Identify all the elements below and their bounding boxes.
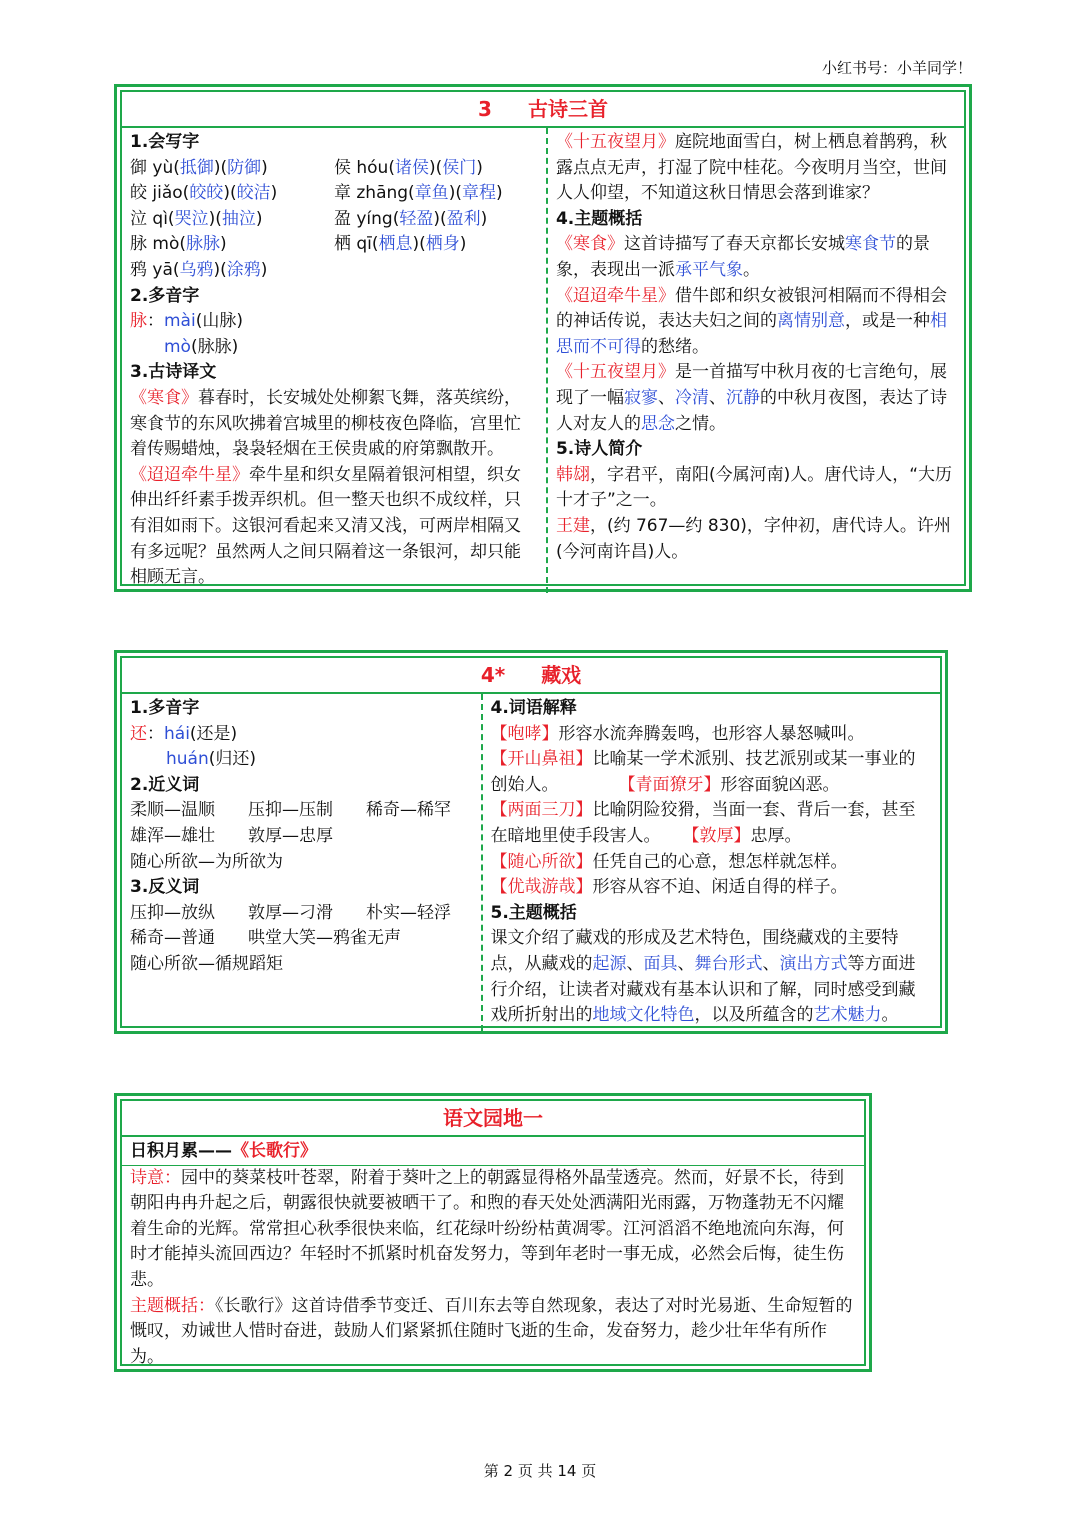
section-heading: 3.反义词 — [130, 877, 200, 898]
char-entry: 盈 yíng(轻盈)(盈利) — [333, 208, 488, 229]
section-heading: 3.古诗译文 — [130, 362, 217, 383]
header-account-tag: 小红书号：小羊同学！ — [821, 59, 972, 77]
garden-title: 语文园地一 — [122, 1101, 864, 1137]
poet-bio: 韩翃，字君平，南阳(今属河南)人。唐代诗人，“大历十才子”之一。 — [555, 464, 953, 511]
lesson-title-text: 古诗三首 — [527, 97, 608, 121]
lesson-number: 4* — [480, 663, 506, 687]
antonym-row: 压抑—放纵 敦厚—刁滑 朴实—轻浮 — [130, 902, 451, 923]
char-entry: 脉 mò(脉脉) — [130, 234, 227, 255]
theme-paragraph: 《迢迢牵牛星》借牛郎和织女被银河相隔而不得相会的神话传说，表达夫妇之间的离情别意，或是一种相思而不可得的愁绪。 — [555, 285, 947, 357]
poem-meaning: 诗意：园中的葵菜枝叶苍翠，附着于葵叶之上的朝露显得格外晶莹透亮。然而，好景不长，待到朝阳冉冉升起之后，朝露很快就要被晒干了。和煦的春天处处洒满阳光雨露，万物蓬勃无不闪耀着生命的光辉。常常担心秋季很快来临，红花绿叶纷纷枯黄凋零。江河滔滔不绝地流向东海，何时才能掉头流回西边？年轻时不抓紧时机奋发努力，等到年老时一事无成，必然会后悔，徒生伤悲。 — [130, 1167, 844, 1290]
definition: 【开山鼻祖】比喻某一学术派别、技艺派别或某一事业的创始人。 【青面獠牙】形容面貌凶恶。 — [490, 749, 916, 795]
lesson-4-right-column — [483, 694, 941, 1031]
translation-paragraph: 《寒食》暮春时，长安城处处柳絮飞舞，落英缤纷，寒食节的东风吹拂着宫城里的柳枝夜色降临，宫里忙着传赐蜡烛，袅袅轻烟在王侯贵戚的府第飘散开。 — [130, 387, 521, 460]
char-entry: 鸦 yā(乌鸦)(涂鸦) — [130, 259, 268, 280]
polyphone-line: 还：hái(还是) — [130, 723, 238, 744]
lesson-4-title — [122, 658, 940, 694]
char-row — [130, 156, 538, 182]
lesson-4-card — [114, 650, 948, 1034]
synonym-row: 柔顺—温顺 压抑—压制 稀奇—稀罕 — [130, 800, 451, 821]
definition: 【咆哮】形容水流奔腾轰鸣，也形容人暴怒喊叫。 — [490, 723, 865, 744]
polyphone-line: huán(归还) — [166, 749, 257, 770]
lesson-number: 3 — [478, 97, 492, 121]
theme-paragraph: 《寒食》这首诗描写了春天京都长安城寒食节的景象，表现出一派承平气象。 — [555, 234, 930, 280]
page-number: 第 2 页 共 14 页 — [483, 1462, 597, 1480]
polyphone-line: 脉：mài(山脉) — [130, 311, 243, 332]
section-heading: 5.主题概括 — [490, 902, 577, 923]
lesson-3-title — [122, 92, 964, 128]
antonym-row: 随心所欲—循规蹈矩 — [130, 953, 283, 974]
section-heading: 2.多音字 — [130, 285, 200, 306]
char-entry: 泣 qì(哭泣)(抽泣) — [130, 208, 263, 229]
theme-paragraph: 《十五夜望月》是一首描写中秋月夜的七言绝句，展现了一幅寂寥、冷清、沉静的中秋月夜图，表达了诗人对友人的思念之情。 — [555, 362, 947, 434]
poet-bio: 王建，(约 767—约 830)，字仲初，唐代诗人。许州(今河南许昌)人。 — [555, 515, 951, 562]
section-heading: 4.主题概括 — [555, 208, 643, 229]
char-row — [130, 207, 538, 233]
theme-paragraph: 课文介绍了藏戏的形成及艺术特色，围绕藏戏的主要特点，从藏戏的起源、面具、舞台形式、演出方式等方面进行介绍，让读者对藏戏有基本认识和了解，同时感受到藏戏所折射出的地域文化特色，以及所蕴含的艺术魅力。 — [490, 928, 916, 1026]
lesson-title-text: 藏戏 — [541, 663, 582, 687]
char-row — [130, 232, 538, 258]
lesson-3-left-column — [122, 128, 548, 593]
char-entry: 栖 qī(栖息)(栖身) — [333, 234, 467, 255]
section-heading: 1.多音字 — [130, 698, 200, 718]
lesson-3-card — [114, 84, 972, 592]
synonym-row: 雄浑—雄壮 敦厚—忠厚 — [130, 825, 333, 846]
lesson-3-right-column — [548, 128, 964, 593]
char-entry: 御 yù(抵御)(防御) — [130, 157, 268, 178]
section-heading: 5.诗人简介 — [555, 439, 643, 460]
definition: 【随心所欲】任凭自己的心意，想怎样就怎样。 — [490, 851, 848, 872]
garden-subheading: 日积月累——《长歌行》 — [122, 1139, 864, 1166]
translation-paragraph: 《迢迢牵牛星》牵牛星和织女星隔着银河相望，织女伸出纤纤素手拨弄织机。但一整天也织不成纹样，只有泪如雨下。这银河看起来又清又浅，可两岸相隔又有多远呢？虽然两人之间只隔着这一条银河，却只能相顾无言。 — [130, 464, 521, 588]
definition: 【优哉游哉】形容从容不迫、闲适自得的样子。 — [490, 877, 848, 898]
translation-paragraph: 《十五夜望月》庭院地面雪白，树上栖息着鹊鸦，秋露点点无声，打湿了院中桂花。今夜明月当空，世间人人仰望，不知道这秋日情思会落到谁家？ — [555, 132, 947, 204]
section-heading: 2.近义词 — [130, 774, 200, 795]
char-entry: 章 zhāng(章鱼)(章程) — [333, 183, 503, 204]
antonym-row: 稀奇—普通 哄堂大笑—鸦雀无声 — [130, 928, 401, 949]
poem-theme: 主题概括：《长歌行》这首诗借季节变迁、百川东去等自然现象，表达了对时光易逝、生命短暂的慨叹，劝诫世人惜时奋进，鼓励人们紧紧抓住随时飞逝的生命，发奋努力，趁少壮年华有所作为。 — [130, 1295, 853, 1367]
garden-card — [114, 1093, 872, 1372]
polyphone-line: mò(脉脉) — [164, 336, 239, 357]
section-heading: 1.会写字 — [130, 132, 200, 152]
char-list — [130, 156, 538, 284]
definition: 【两面三刀】比喻阴险狡猾，当面一套、背后一套，甚至在暗地里使手段害人。 【敦厚】忠厚。 — [490, 800, 916, 846]
char-row — [130, 258, 538, 284]
lesson-4-left-column — [122, 694, 483, 1031]
char-entry: 皎 jiǎo(皎皎)(皎洁) — [130, 183, 278, 204]
synonym-row: 随心所欲—为所欲为 — [130, 851, 283, 872]
char-row — [130, 181, 538, 207]
char-entry: 侯 hóu(诸侯)(侯门) — [333, 157, 483, 178]
section-heading: 4.词语解释 — [490, 698, 577, 718]
